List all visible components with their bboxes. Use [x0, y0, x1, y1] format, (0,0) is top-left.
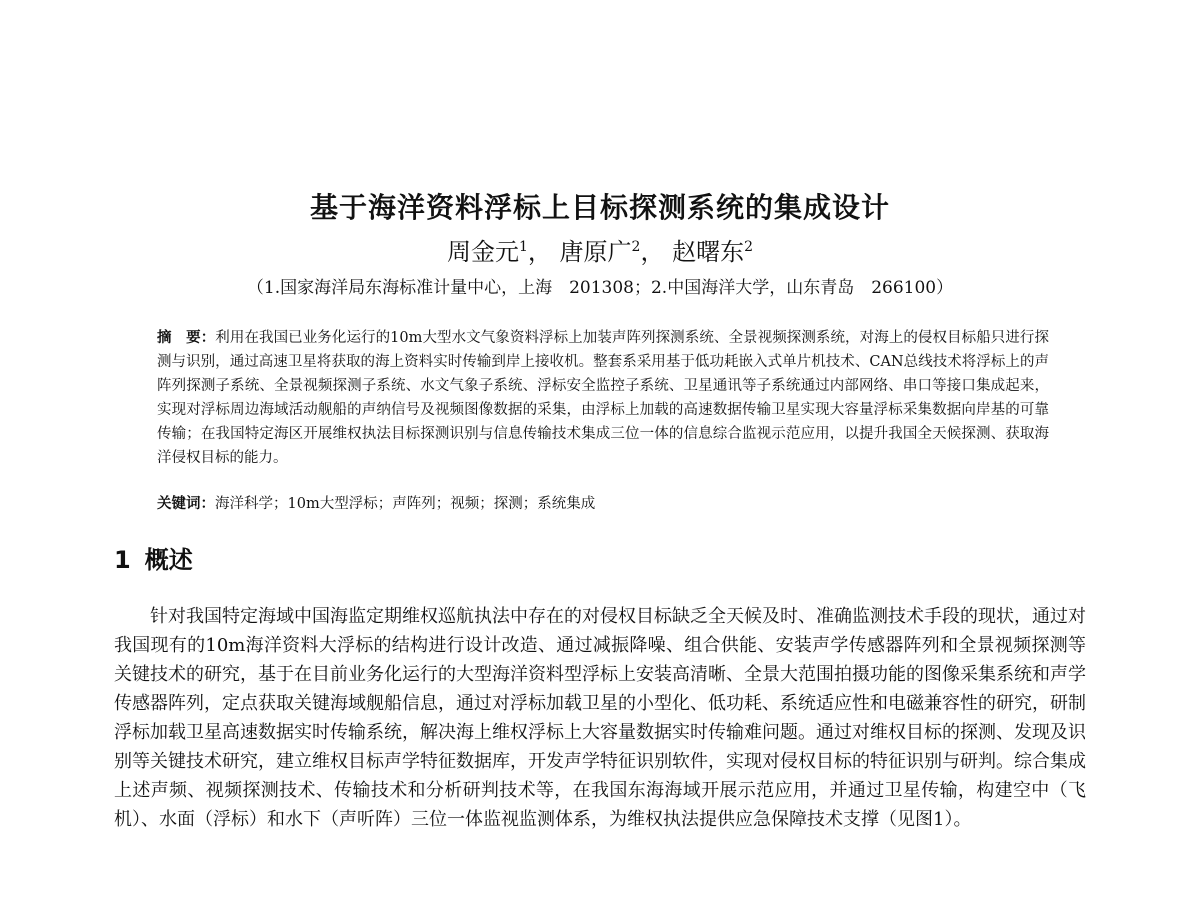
section-title: 概述 — [144, 546, 193, 574]
abstract-block — [157, 326, 1049, 470]
abstract-text: 利用在我国已业务化运行的10m大型水文气象资料浮标上加装声阵列探测系统、全景视频探测系统，对海上的侵权目标船只进行探测与识别，通过高速卫星将获取的海上资料实时传输到岸上接收机。整套系采用基于低功耗嵌入式单片机技术、CAN总线技术将浮标上的声阵列探测子系统、全景视频探测子系统、水文气象子系统、浮标安全监控子系统、卫星通讯等子系统通过内部网络、串口等接口集成起来，实现对浮标周边海域活动舰船的声纳信号及视频图像数据的采集，由浮标上加载的高速数据传输卫星实现大容量浮标采集数据向岸基的可靠传输；在我国特定海区开展维权执法目标探测识别与信息传输技术集成三位一体的信息综合监视示范应用，以提升我国全天候探测、获取海洋侵权目标的能力。 — [157, 330, 1049, 466]
author-affiliation-mark: 2 — [631, 239, 641, 255]
body-paragraph: 针对我国特定海域中国海监定期维权巡航执法中存在的对侵权目标缺乏全天候及时、准确监测技术手段的现状，通过对我国现有的10m海洋资料大浮标的结构进行设计改造、通过减振降噪、组合供能、安装声学传感器阵列和全景视频探测等关键技术的研究，基于在目前业务化运行的大型海洋资料型浮标上安装高清晰、全景大范围拍摄功能的图像采集系统和声学传感器阵列，定点获取关键海域舰船信息，通过对浮标加载卫星的小型化、低功耗、系统适应性和电磁兼容性的研究，研制浮标加载卫星高速数据实时传输系统，解决海上维权浮标上大容量数据实时传输难问题。通过对维权目标的探测、发现及识别等关键技术研究，建立维权目标声学特征数据库，开发声学特征识别软件，实现对侵权目标的特征识别与研判。综合集成上述声频、视频探测技术、传输技术和分析研判技术等，在我国东海海域开展示范应用，并通过卫星传输，构建空中（飞机）、水面（浮标）和水下（声听阵）三位一体监视监测体系，为维权执法提供应急保障技术支撑（见图1）。 — [114, 606, 1086, 830]
abstract-label: 摘 要： — [157, 330, 216, 346]
author-name: 赵曙东 — [672, 238, 745, 266]
keywords-block — [157, 492, 1049, 516]
author-list — [0, 234, 1200, 270]
section-number: 1 — [114, 546, 131, 574]
author-affiliation-mark: 2 — [744, 239, 754, 255]
keywords-text: 海洋科学；10m大型浮标；声阵列；视频；探测；系统集成 — [215, 496, 596, 512]
author-separator: ， — [527, 238, 552, 266]
section-heading — [114, 542, 193, 578]
author-name: 唐原广 — [559, 238, 632, 266]
author-separator: ， — [640, 238, 665, 266]
paper-title: 基于海洋资料浮标上目标探测系统的集成设计 — [309, 191, 890, 224]
author-name: 周金元 — [446, 238, 519, 266]
author-affiliation-mark: 1 — [518, 239, 528, 255]
keywords-label: 关键词： — [157, 496, 215, 512]
affiliation-line: （1.国家海洋局东海标准计量中心，上海 201308；2.中国海洋大学，山东青岛 266100） — [246, 278, 954, 298]
